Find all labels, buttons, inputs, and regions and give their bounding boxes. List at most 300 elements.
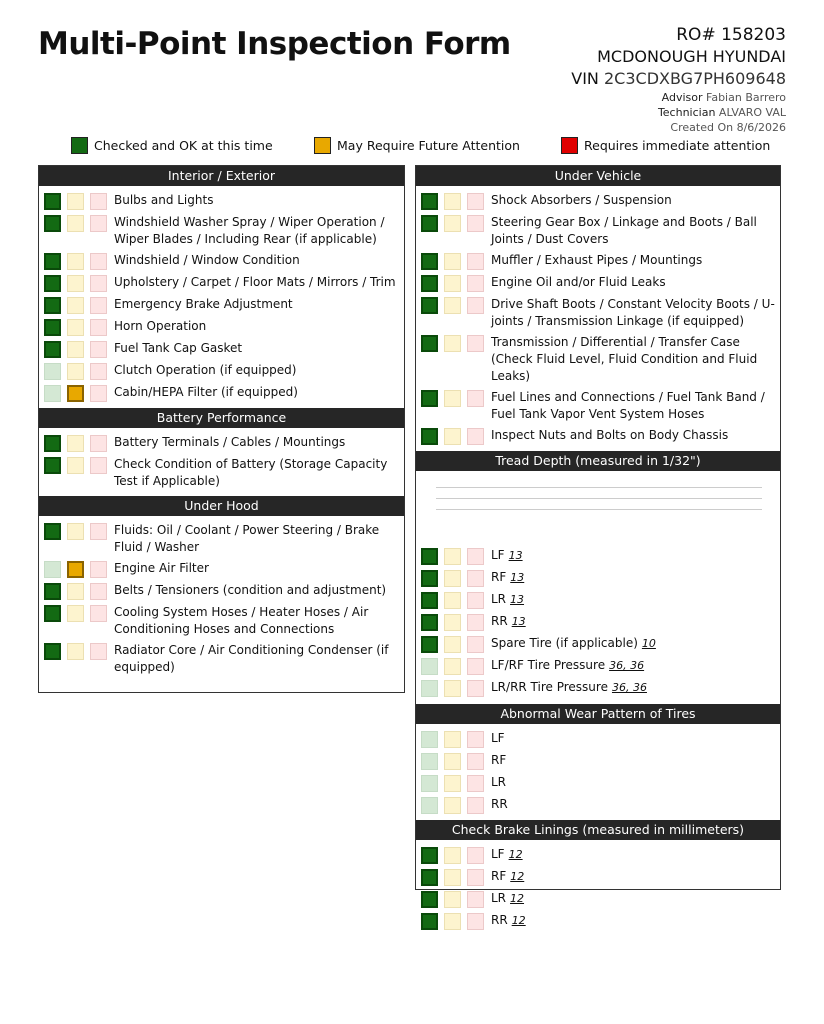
status-future-checkbox[interactable]	[444, 775, 461, 792]
status-future-checkbox[interactable]	[444, 891, 461, 908]
status-immediate-checkbox[interactable]	[467, 548, 484, 565]
item-label	[114, 522, 404, 556]
status-ok-checkbox[interactable]	[421, 797, 438, 814]
status-ok-checkbox[interactable]	[421, 253, 438, 270]
vin-number: 2C3CDXBG7PH609648	[603, 69, 786, 88]
status-ok-checkbox[interactable]	[44, 561, 61, 578]
item-value: 36, 36	[609, 659, 645, 672]
item-label-text: LF	[491, 847, 505, 861]
checklist-row	[39, 318, 404, 336]
left-column	[38, 165, 405, 693]
checklist-row	[416, 192, 780, 210]
item-value: 12	[510, 892, 525, 905]
status-boxes	[421, 912, 484, 930]
item-label	[114, 384, 404, 401]
status-immediate-checkbox[interactable]	[467, 570, 484, 587]
status-future-checkbox[interactable]	[444, 913, 461, 930]
item-label	[491, 846, 780, 863]
advisor-label: Advisor	[661, 91, 703, 104]
status-future-checkbox[interactable]	[444, 297, 461, 314]
item-label	[114, 318, 404, 335]
status-future-checkbox[interactable]	[67, 193, 84, 210]
checklist-row	[39, 214, 404, 248]
status-ok-checkbox[interactable]	[421, 390, 438, 407]
status-future-checkbox[interactable]	[67, 297, 84, 314]
checklist-row	[416, 427, 780, 445]
status-immediate-checkbox[interactable]	[90, 193, 107, 210]
item-label-text: RR	[491, 797, 508, 811]
technician-label: Technician	[657, 106, 716, 119]
status-ok-checkbox[interactable]	[44, 297, 61, 314]
status-immediate-checkbox[interactable]	[467, 592, 484, 609]
section-brake-list	[416, 840, 780, 930]
status-future-checkbox[interactable]	[444, 869, 461, 886]
status-ok-checkbox[interactable]	[44, 363, 61, 380]
section-wear-title: Abnormal Wear Pattern of Tires	[416, 704, 780, 724]
legend-future-label: May Require Future Attention	[337, 138, 520, 153]
checklist-row	[416, 296, 780, 330]
status-legend	[0, 137, 824, 159]
item-label-text: Muffler / Exhaust Pipes / Mountings	[491, 253, 703, 267]
status-future-checkbox[interactable]	[444, 614, 461, 631]
status-ok-checkbox[interactable]	[44, 643, 61, 660]
status-immediate-checkbox[interactable]	[467, 428, 484, 445]
status-ok-checkbox[interactable]	[421, 193, 438, 210]
status-immediate-checkbox[interactable]	[467, 847, 484, 864]
legend-ok-label: Checked and OK at this time	[94, 138, 273, 153]
status-boxes	[421, 427, 484, 445]
ro-number: 158203	[721, 25, 786, 45]
technician-name: ALVARO VAL	[718, 106, 786, 119]
item-value: 13	[510, 593, 525, 606]
status-immediate-checkbox[interactable]	[467, 275, 484, 292]
item-label-text: LF	[491, 548, 505, 562]
status-ok-checkbox[interactable]	[421, 847, 438, 864]
status-immediate-checkbox[interactable]	[90, 253, 107, 270]
item-label	[114, 582, 404, 599]
checklist-row	[39, 642, 404, 676]
status-ok-checkbox[interactable]	[421, 548, 438, 565]
status-ok-checkbox[interactable]	[44, 319, 61, 336]
checklist-row	[416, 547, 780, 565]
status-immediate-checkbox[interactable]	[467, 658, 484, 675]
section-tread-title: Tread Depth (measured in 1/32")	[416, 451, 780, 471]
status-future-checkbox[interactable]	[67, 319, 84, 336]
item-label-text: Horn Operation	[114, 319, 207, 333]
status-future-checkbox[interactable]	[444, 636, 461, 653]
item-label-text: LR	[491, 891, 507, 905]
checklist-row	[416, 796, 780, 814]
section-battery-title: Battery Performance	[39, 408, 404, 428]
status-boxes	[421, 752, 484, 770]
status-immediate-checkbox[interactable]	[90, 605, 107, 622]
checklist-row	[416, 912, 780, 930]
status-boxes	[421, 635, 484, 653]
item-label	[491, 427, 780, 444]
item-label-text: Windshield / Window Condition	[114, 253, 300, 267]
status-ok-checkbox[interactable]	[44, 341, 61, 358]
page-title: Multi-Point Inspection Form	[38, 26, 511, 62]
item-label-text: LF/RF Tire Pressure	[491, 658, 606, 672]
item-label-text: LR	[491, 775, 507, 789]
status-immediate-checkbox[interactable]	[467, 614, 484, 631]
status-ok-checkbox[interactable]	[44, 583, 61, 600]
status-future-checkbox[interactable]	[67, 457, 84, 474]
status-future-checkbox[interactable]	[67, 341, 84, 358]
status-boxes	[421, 890, 484, 908]
legend-ok	[71, 137, 273, 154]
status-ok-checkbox[interactable]	[421, 753, 438, 770]
status-immediate-checkbox[interactable]	[467, 636, 484, 653]
status-immediate-checkbox[interactable]	[467, 731, 484, 748]
item-label	[114, 434, 404, 451]
status-future-checkbox[interactable]	[444, 680, 461, 697]
status-boxes	[421, 296, 484, 314]
status-future-checkbox[interactable]	[444, 753, 461, 770]
item-label-text: LF	[491, 731, 505, 745]
vin-label: VIN	[571, 69, 599, 88]
status-ok-checkbox[interactable]	[421, 335, 438, 352]
status-ok-checkbox[interactable]	[44, 523, 61, 540]
legend-future-swatch	[314, 137, 331, 154]
section-tread-list	[416, 547, 780, 704]
item-label-text: Cabin/HEPA Filter (if equipped)	[114, 385, 298, 399]
item-label-text: Spare Tire (if applicable)	[491, 636, 638, 650]
item-label	[114, 560, 404, 577]
status-boxes	[44, 274, 107, 292]
status-boxes	[421, 569, 484, 587]
status-ok-checkbox[interactable]	[421, 658, 438, 675]
checklist-row	[416, 274, 780, 292]
item-value: 12	[511, 914, 526, 927]
tire-tread-icon	[416, 471, 780, 547]
status-ok-checkbox[interactable]	[421, 592, 438, 609]
item-label-text: Cooling System Hoses / Heater Hoses / Air Conditioning Hoses and Connections	[114, 605, 369, 636]
status-boxes	[44, 340, 107, 358]
item-label	[114, 604, 404, 638]
legend-ok-swatch	[71, 137, 88, 154]
status-immediate-checkbox[interactable]	[90, 297, 107, 314]
status-immediate-checkbox[interactable]	[467, 253, 484, 270]
status-immediate-checkbox[interactable]	[467, 193, 484, 210]
status-immediate-checkbox[interactable]	[467, 775, 484, 792]
checklist-row	[416, 214, 780, 248]
status-immediate-checkbox[interactable]	[90, 643, 107, 660]
status-future-checkbox[interactable]	[67, 363, 84, 380]
status-future-checkbox[interactable]	[444, 570, 461, 587]
item-label	[491, 679, 780, 696]
status-ok-checkbox[interactable]	[421, 775, 438, 792]
item-label	[114, 340, 404, 357]
item-label-text: Belts / Tensioners (condition and adjustment)	[114, 583, 387, 597]
advisor-line	[571, 90, 786, 105]
status-boxes	[44, 384, 107, 402]
item-label-text: Fuel Lines and Connections / Fuel Tank Band / Fuel Tank Vapor Vent System Hoses	[491, 390, 765, 421]
status-future-checkbox[interactable]	[444, 797, 461, 814]
item-value: 13	[511, 615, 526, 628]
status-boxes	[421, 613, 484, 631]
item-value: 10	[641, 637, 656, 650]
item-value: 13	[508, 549, 523, 562]
item-label-text: Inspect Nuts and Bolts on Body Chassis	[491, 428, 729, 442]
status-immediate-checkbox[interactable]	[90, 275, 107, 292]
item-label	[491, 192, 780, 209]
checklist-row	[39, 456, 404, 490]
right-column	[415, 165, 781, 927]
status-immediate-checkbox[interactable]	[467, 215, 484, 232]
item-value: 12	[508, 848, 523, 861]
status-boxes	[421, 547, 484, 565]
created-label: Created On	[670, 121, 734, 134]
status-immediate-checkbox[interactable]	[90, 561, 107, 578]
status-future-checkbox[interactable]	[67, 215, 84, 232]
status-boxes	[44, 318, 107, 336]
advisor-name: Fabian Barrero	[706, 91, 786, 104]
status-future-checkbox[interactable]	[444, 428, 461, 445]
item-label-text: RR	[491, 913, 508, 927]
status-boxes	[44, 362, 107, 380]
checklist-row	[39, 604, 404, 638]
status-boxes	[44, 456, 107, 474]
section-interior-list	[39, 186, 404, 408]
status-future-checkbox[interactable]	[444, 215, 461, 232]
status-boxes	[44, 252, 107, 270]
status-boxes	[421, 591, 484, 609]
section-interior-title: Interior / Exterior	[39, 166, 404, 186]
item-label	[114, 214, 404, 248]
checklist-row	[416, 890, 780, 908]
status-boxes	[44, 214, 107, 232]
created-date: 8/6/2026	[736, 121, 786, 134]
item-label	[491, 774, 780, 791]
status-future-checkbox[interactable]	[67, 435, 84, 452]
status-future-checkbox[interactable]	[444, 731, 461, 748]
item-label	[491, 591, 780, 608]
status-boxes	[44, 642, 107, 660]
checklist-row	[416, 846, 780, 864]
status-future-checkbox[interactable]	[444, 847, 461, 864]
status-ok-checkbox[interactable]	[421, 614, 438, 631]
status-ok-checkbox[interactable]	[421, 731, 438, 748]
status-boxes	[421, 214, 484, 232]
status-immediate-checkbox[interactable]	[90, 523, 107, 540]
checklist-row	[416, 774, 780, 792]
checklist-row	[416, 591, 780, 609]
status-ok-checkbox[interactable]	[44, 215, 61, 232]
item-label-text: Engine Oil and/or Fluid Leaks	[491, 275, 666, 289]
status-ok-checkbox[interactable]	[44, 275, 61, 292]
item-label-text: RF	[491, 869, 507, 883]
item-label	[114, 192, 404, 209]
item-label-text: LR/RR Tire Pressure	[491, 680, 608, 694]
status-ok-checkbox[interactable]	[421, 428, 438, 445]
status-ok-checkbox[interactable]	[421, 869, 438, 886]
item-label	[114, 362, 404, 379]
status-ok-checkbox[interactable]	[421, 297, 438, 314]
item-label-text: LR	[491, 592, 507, 606]
status-boxes	[421, 679, 484, 697]
status-ok-checkbox[interactable]	[44, 193, 61, 210]
item-label-text: RR	[491, 614, 508, 628]
item-label-text: Shock Absorbers / Suspension	[491, 193, 672, 207]
status-future-checkbox[interactable]	[67, 275, 84, 292]
item-label	[491, 657, 780, 674]
item-label-text: Bulbs and Lights	[114, 193, 214, 207]
status-future-checkbox[interactable]	[67, 385, 84, 402]
checklist-row	[39, 192, 404, 210]
checklist-row	[39, 582, 404, 600]
item-label-text: Fluids: Oil / Coolant / Power Steering / Brake Fluid / Washer	[114, 523, 380, 554]
status-boxes	[421, 657, 484, 675]
status-future-checkbox[interactable]	[444, 658, 461, 675]
status-future-checkbox[interactable]	[67, 643, 84, 660]
section-hood-list	[39, 516, 404, 676]
status-immediate-checkbox[interactable]	[90, 583, 107, 600]
vin-line	[571, 68, 786, 90]
status-boxes	[44, 604, 107, 622]
item-label	[491, 613, 780, 630]
status-ok-checkbox[interactable]	[44, 605, 61, 622]
status-immediate-checkbox[interactable]	[90, 435, 107, 452]
item-label	[491, 274, 780, 291]
header-info	[571, 24, 786, 135]
section-under-list	[416, 186, 780, 451]
status-ok-checkbox[interactable]	[421, 680, 438, 697]
item-label-text: Check Condition of Battery (Storage Capacity Test if Applicable)	[114, 457, 388, 488]
status-future-checkbox[interactable]	[444, 193, 461, 210]
status-boxes	[44, 582, 107, 600]
status-ok-checkbox[interactable]	[421, 215, 438, 232]
status-future-checkbox[interactable]	[67, 605, 84, 622]
status-ok-checkbox[interactable]	[44, 435, 61, 452]
item-label-text: Transmission / Differential / Transfer Case (Check Fluid Level, Fluid Condition and Fluid Leaks)	[491, 335, 758, 383]
checklist-row	[416, 752, 780, 770]
status-immediate-checkbox[interactable]	[90, 385, 107, 402]
status-future-checkbox[interactable]	[444, 592, 461, 609]
status-immediate-checkbox[interactable]	[467, 891, 484, 908]
item-label	[114, 456, 404, 490]
item-label	[491, 912, 780, 929]
item-label	[491, 868, 780, 885]
status-immediate-checkbox[interactable]	[90, 363, 107, 380]
status-future-checkbox[interactable]	[67, 561, 84, 578]
status-immediate-checkbox[interactable]	[90, 215, 107, 232]
status-future-checkbox[interactable]	[444, 390, 461, 407]
checklist-row	[416, 252, 780, 270]
status-future-checkbox[interactable]	[67, 253, 84, 270]
checklist-row	[416, 613, 780, 631]
status-boxes	[421, 334, 484, 352]
item-label	[114, 252, 404, 269]
checklist-row	[39, 560, 404, 578]
item-label	[114, 296, 404, 313]
item-label	[491, 730, 780, 747]
section-hood-title: Under Hood	[39, 496, 404, 516]
item-label	[491, 635, 780, 652]
item-label	[114, 274, 404, 291]
item-value: 13	[510, 571, 525, 584]
ro-line	[571, 24, 786, 46]
checklist-row	[416, 657, 780, 675]
status-boxes	[421, 796, 484, 814]
status-immediate-checkbox[interactable]	[467, 297, 484, 314]
checklist-row	[416, 389, 780, 423]
status-ok-checkbox[interactable]	[421, 913, 438, 930]
status-immediate-checkbox[interactable]	[467, 797, 484, 814]
item-label-text: RF	[491, 570, 507, 584]
checklist-row	[416, 679, 780, 697]
status-boxes	[421, 774, 484, 792]
status-future-checkbox[interactable]	[444, 253, 461, 270]
item-label	[114, 642, 404, 676]
status-boxes	[421, 868, 484, 886]
tread-graphic	[416, 471, 780, 547]
legend-immediate-label: Requires immediate attention	[584, 138, 771, 153]
item-label-text: Battery Terminals / Cables / Mountings	[114, 435, 346, 449]
status-boxes	[44, 560, 107, 578]
status-future-checkbox[interactable]	[67, 523, 84, 540]
technician-line	[571, 105, 786, 120]
item-label-text: Radiator Core / Air Conditioning Condenser (if equipped)	[114, 643, 389, 674]
status-ok-checkbox[interactable]	[44, 385, 61, 402]
checklist-row	[39, 384, 404, 402]
status-boxes	[44, 522, 107, 540]
status-immediate-checkbox[interactable]	[90, 319, 107, 336]
checklist-row	[39, 522, 404, 556]
status-ok-checkbox[interactable]	[421, 636, 438, 653]
status-immediate-checkbox[interactable]	[467, 913, 484, 930]
status-boxes	[421, 846, 484, 864]
item-label-text: Clutch Operation (if equipped)	[114, 363, 297, 377]
status-boxes	[421, 252, 484, 270]
item-label	[491, 214, 780, 248]
item-value: 12	[510, 870, 525, 883]
checklist-row	[39, 362, 404, 380]
status-future-checkbox[interactable]	[444, 335, 461, 352]
status-boxes	[421, 192, 484, 210]
status-future-checkbox[interactable]	[444, 275, 461, 292]
status-immediate-checkbox[interactable]	[90, 457, 107, 474]
status-ok-checkbox[interactable]	[44, 457, 61, 474]
legend-future	[314, 137, 520, 154]
checklist-row	[416, 569, 780, 587]
item-label-text: Steering Gear Box / Linkage and Boots / Ball Joints / Dust Covers	[491, 215, 757, 246]
status-future-checkbox[interactable]	[444, 548, 461, 565]
status-immediate-checkbox[interactable]	[467, 869, 484, 886]
status-ok-checkbox[interactable]	[44, 253, 61, 270]
created-line	[571, 120, 786, 135]
item-label-text: Upholstery / Carpet / Floor Mats / Mirrors / Trim	[114, 275, 396, 289]
item-label-text: Fuel Tank Cap Gasket	[114, 341, 243, 355]
item-label-text: RF	[491, 753, 507, 767]
status-immediate-checkbox[interactable]	[467, 680, 484, 697]
status-immediate-checkbox[interactable]	[467, 390, 484, 407]
status-immediate-checkbox[interactable]	[90, 341, 107, 358]
checklist-row	[416, 868, 780, 886]
checklist-row	[39, 296, 404, 314]
dealer-name: MCDONOUGH HYUNDAI	[597, 47, 786, 66]
item-label	[491, 890, 780, 907]
status-immediate-checkbox[interactable]	[467, 335, 484, 352]
status-future-checkbox[interactable]	[67, 583, 84, 600]
status-ok-checkbox[interactable]	[421, 891, 438, 908]
item-label	[491, 296, 780, 330]
status-ok-checkbox[interactable]	[421, 570, 438, 587]
checklist-row	[39, 340, 404, 358]
section-brake-title: Check Brake Linings (measured in millimeters)	[416, 820, 780, 840]
status-ok-checkbox[interactable]	[421, 275, 438, 292]
status-immediate-checkbox[interactable]	[467, 753, 484, 770]
